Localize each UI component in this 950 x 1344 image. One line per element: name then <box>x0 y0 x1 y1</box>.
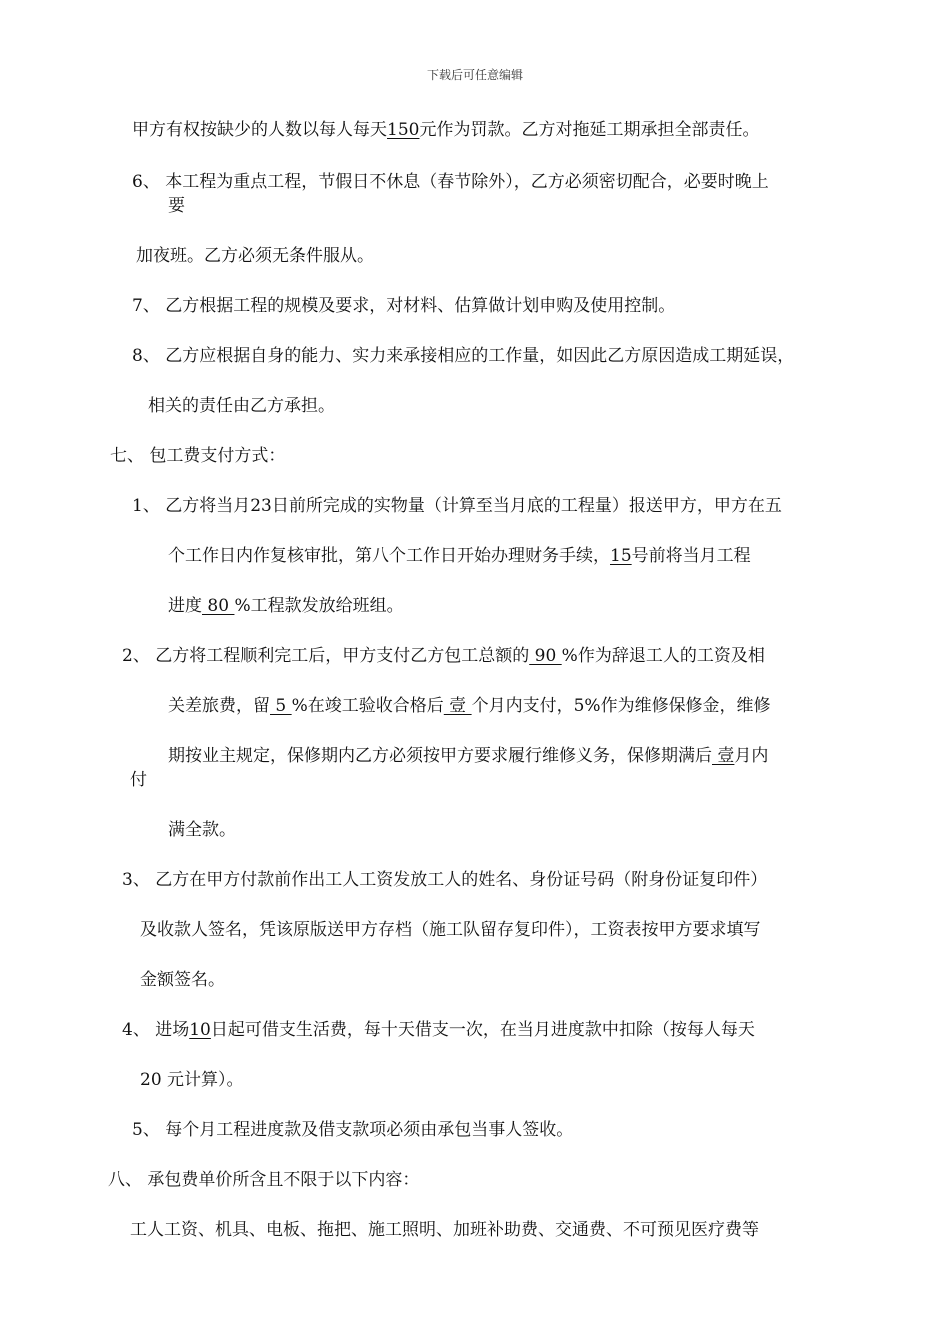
text-line: 付 <box>130 770 147 790</box>
text-line: 20 元计算）。 <box>140 1070 244 1090</box>
underlined-value: 壹 <box>443 696 472 716</box>
text-line: 满全款。 <box>168 820 236 840</box>
underlined-value: 150 <box>387 120 420 140</box>
text-line: 7、 乙方根据工程的规模及要求，对材料、估算做计划申购及使用控制。 <box>132 296 676 316</box>
text-line: 8、 乙方应根据自身的能力、实力来承接相应的工作量，如因此乙方原因造成工期延误， <box>132 346 795 366</box>
text-line: 甲方有权按缺少的人数以每人每天150元作为罚款。乙方对拖延工期承担全部责任。 <box>132 120 760 140</box>
underlined-value: 5 <box>270 696 292 716</box>
text-line: 关差旅费，留 5 %在竣工验收合格后 壹 个月内支付，5%作为维修保修金，维修 <box>168 696 771 716</box>
text-line: 及收款人签名，凭该原版送甲方存档（施工队留存复印件），工资表按甲方要求填写 <box>140 920 761 940</box>
text-line: 1、 乙方将当月23日前所完成的实物量（计算至当月底的工程量）报送甲方，甲方在五 <box>132 496 782 516</box>
text-line: 加夜班。乙方必须无条件服从。 <box>136 246 374 266</box>
text-line: 4、 进场10日起可借支生活费，每十天借支一次，在当月进度款中扣除（按每人每天 <box>122 1020 755 1040</box>
text-line: 要 <box>168 196 185 216</box>
text-line: 工人工资、机具、电板、拖把、施工照明、加班补助费、交通费、不可预见医疗费等 <box>130 1220 759 1240</box>
text-line: 期按业主规定，保修期内乙方必须按甲方要求履行维修义务，保修期满后 壹月内 <box>168 746 769 766</box>
underlined-value: 15 <box>610 546 632 566</box>
page-header: 下载后可任意编辑 <box>426 68 523 82</box>
underlined-value: 10 <box>189 1020 211 1040</box>
section-heading: 八、 承包费单价所含且不限于以下内容： <box>108 1170 420 1190</box>
text-line: 相关的责任由乙方承担。 <box>148 396 335 416</box>
text-line: 6、 本工程为重点工程，节假日不休息（春节除外），乙方必须密切配合，必要时晚上 <box>132 172 769 192</box>
underlined-value: 80 <box>202 596 235 616</box>
text-line: 5、 每个月工程进度款及借支款项必须由承包当事人签收。 <box>132 1120 574 1140</box>
text-line: 个工作日内作复核审批，第八个工作日开始办理财务手续，15号前将当月工程 <box>168 546 751 566</box>
text-line: 进度 80 %工程款发放给班组。 <box>168 596 404 616</box>
underlined-value: 90 <box>529 646 562 666</box>
text-line: 3、 乙方在甲方付款前作出工人工资发放工人的姓名、身份证号码（附身份证复印件） <box>122 870 768 890</box>
text-line: 金额签名。 <box>140 970 225 990</box>
text-line: 2、 乙方将工程顺利完工后，甲方支付乙方包工总额的 90 %作为辞退工人的工资及相 <box>122 646 765 666</box>
underlined-value: 壹 <box>712 746 735 766</box>
section-heading: 七、 包工费支付方式： <box>110 446 286 466</box>
